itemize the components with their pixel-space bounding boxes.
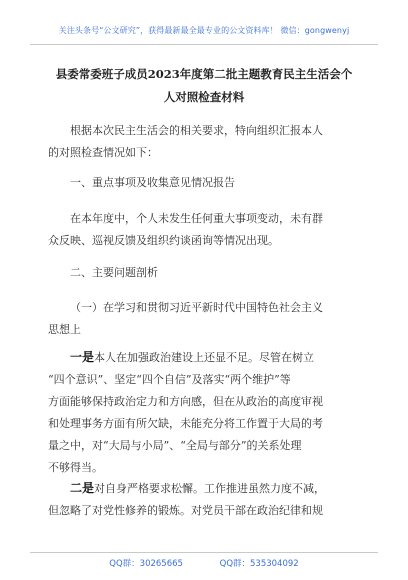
text-line: 不够得当。 [48, 461, 103, 474]
text-line [48, 346, 364, 369]
header-divider [30, 44, 378, 45]
point-1-paragraph [48, 346, 364, 479]
qq-group-2: QQ群：535304092 [219, 559, 299, 569]
text-line: 和处理事务方面有所欠缺，未能充分将工作置于大局的考 [48, 417, 323, 430]
footer-divider [30, 552, 378, 553]
text-line: 思想上 [48, 323, 81, 336]
text-line: 但忽略了对党性修养的锻炼。对党员干部在政治纪律和规 [48, 504, 323, 517]
section-1-paragraph [48, 208, 364, 252]
text-line: （一）在学习和贯彻习近平新时代中国特色社会主义 [70, 301, 323, 314]
heading-text: 一、重点事项及收集意见情况报告 [70, 176, 235, 189]
point-2-paragraph [48, 477, 364, 522]
text-line: 的对照检查情况如下： [48, 146, 158, 159]
document-title-line-1: 县委常委班子成员2023年度第二批主题教育民主生活会个 [55, 67, 353, 81]
header-note: 关注头条号“公文研究”，获得最新最全最专业的公文资料库！ 微信：gongwenyj [58, 26, 350, 35]
text-line: “四个意识”、坚定“四个自信”及落实“两个维护”等 [48, 373, 291, 386]
text-line: 在本年度中，个人未发生任何重大事项变动，未有群 [70, 212, 323, 225]
section-heading-2 [48, 262, 364, 284]
heading-text: 二、主要问题剖析 [70, 266, 158, 279]
text-line [48, 477, 364, 500]
text-line: 根据本次民主生活会的相关要求，特向组织汇报本人 [70, 124, 323, 137]
text-line: 众反映、巡视反馈及组织约谈函询等情况出现。 [48, 234, 279, 247]
point-lead: 一是 [70, 350, 95, 364]
subsection-heading-1 [48, 297, 364, 341]
text-line: 方面能够保持政治定力和方向感，但在从政治的高度审视 [48, 395, 323, 408]
qq-group-1: QQ群：30265665 [109, 559, 183, 569]
text-run: 对自身严格要求松懈。工作推进虽然力度不减， [94, 482, 326, 495]
text-run: 本人在加强政治建设上还显不足。尽管在树立 [94, 351, 315, 364]
document-title-line-2: 人对照检查材料 [163, 90, 245, 104]
section-heading-1 [48, 172, 364, 194]
intro-paragraph [48, 120, 364, 164]
footer-contacts [0, 557, 408, 569]
point-lead: 二是 [70, 481, 95, 495]
text-line: 量之中，对“大局与小局”、“全局与部分”的关系处理 [48, 439, 302, 452]
